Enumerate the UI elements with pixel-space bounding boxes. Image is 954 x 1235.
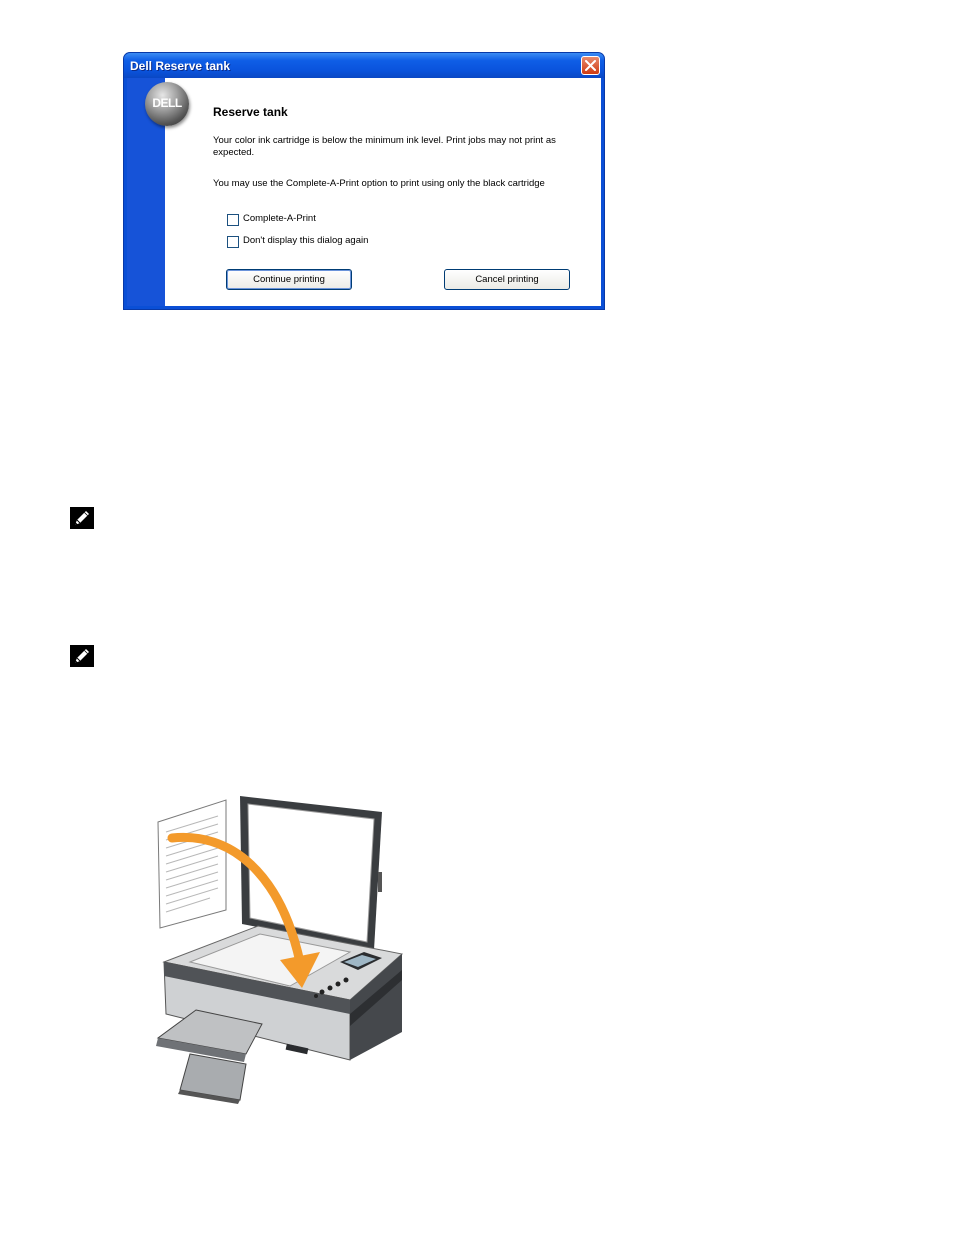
printer-illustration [150,792,410,1104]
dialog-title: Dell Reserve tank [130,59,231,73]
dell-logo-text: DELL [152,96,182,110]
dont-display-checkbox[interactable] [227,236,239,248]
dell-logo [145,82,189,126]
close-button[interactable] [581,56,600,75]
complete-a-print-checkbox[interactable] [227,214,239,226]
printer-body [156,926,402,1104]
dialog-body [127,78,601,306]
dialog-titlebar[interactable] [124,53,604,78]
close-icon [585,60,596,71]
dialog-message-low-ink: Your color ink cartridge is below the minimum ink level. Print jobs may not print as expected. [213,135,556,158]
continue-printing-button[interactable]: Continue printing [226,269,352,290]
pencil-note-icon [70,645,94,667]
document-sheet [158,800,226,928]
reserve-tank-dialog [124,53,604,309]
dialog-message-complete-a-print: You may use the Complete-A-Print option to print using only the black cartridge [213,178,545,189]
cancel-printing-button[interactable]: Cancel printing [444,269,570,290]
complete-a-print-label: Complete-A-Print [243,213,316,224]
pencil-note-icon [70,507,94,529]
dont-display-label: Don't display this dialog again [243,235,369,246]
dialog-heading: Reserve tank [213,105,288,119]
